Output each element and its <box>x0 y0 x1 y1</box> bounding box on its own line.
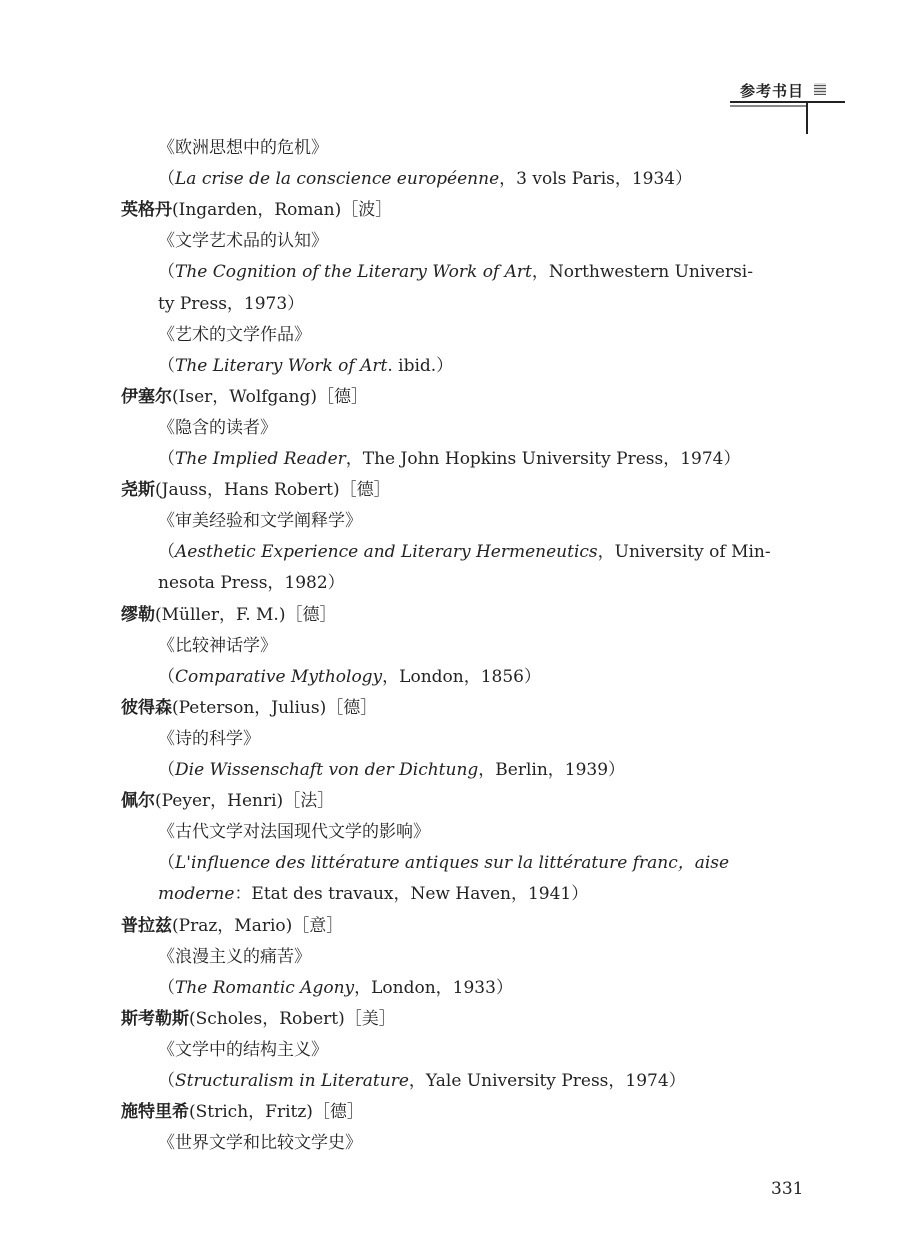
original-citation <box>158 355 453 377</box>
citation-continuation: nesota Press，1982） <box>158 573 345 594</box>
header-decoration-icon <box>814 83 826 95</box>
original-citation <box>158 1070 686 1092</box>
original-citation <box>158 168 692 190</box>
citation-open-paren: （ <box>158 542 175 563</box>
citation-title: The Romantic Agony <box>175 977 355 998</box>
author-name: 伊塞尔 <box>121 386 172 407</box>
author-details: (Iser，Wolfgang)［德］ <box>172 386 369 407</box>
citation-open-paren: （ <box>158 169 175 190</box>
citation-details: ，Berlin，1939） <box>478 760 626 780</box>
author-name: 施特里希 <box>121 1102 189 1123</box>
citation-title: Structuralism in Literature <box>175 1071 409 1091</box>
work-title-chinese: 《文学中的结构主义》 <box>158 1039 328 1060</box>
citation-open-paren: （ <box>158 666 175 687</box>
citation-open-paren: （ <box>158 449 175 469</box>
citation-details: ，3 vols Paris，1934） <box>499 169 693 190</box>
citation-open-paren: （ <box>158 262 175 283</box>
citation-details: . ibid.） <box>387 355 454 376</box>
citation-open-paren: （ <box>158 1071 175 1091</box>
author-entry <box>121 915 343 937</box>
author-details: (Scholes，Robert)［美］ <box>189 1008 396 1029</box>
citation-details: ：Etat des travaux，New Haven，1941） <box>234 884 589 905</box>
author-entry <box>121 1101 364 1123</box>
author-entry <box>121 1008 396 1030</box>
work-title-chinese: 《文学艺术品的认知》 <box>158 231 328 252</box>
work-title-chinese: 《诗的科学》 <box>158 728 260 749</box>
header-rule-vertical <box>806 101 808 134</box>
author-name: 普拉兹 <box>121 915 172 936</box>
header-rule-thin <box>730 105 806 107</box>
citation-open-paren: （ <box>158 977 175 998</box>
citation-title: Aesthetic Experience and Literary Hermeneutics <box>175 542 598 563</box>
citation-open-paren: （ <box>158 355 175 376</box>
author-details: (Strich，Fritz)［德］ <box>189 1102 364 1123</box>
author-details: (Müller，F. M.)［德］ <box>155 604 337 625</box>
author-entry <box>121 199 392 221</box>
original-citation <box>158 261 753 283</box>
citation-details: ，Northwestern Universi- <box>531 262 753 283</box>
author-name: 佩尔 <box>121 791 155 812</box>
citation-continuation: ty Press，1973） <box>158 293 305 314</box>
original-citation <box>158 977 513 999</box>
citation-title: L'influence des littérature antiques sur la littérature franc，aise <box>175 853 730 874</box>
work-title-chinese: 《审美经验和文学阐释学》 <box>158 511 362 532</box>
citation-title: moderne <box>158 884 235 905</box>
work-title-chinese: 《比较神话学》 <box>158 635 277 656</box>
author-name: 英格丹 <box>121 200 172 221</box>
page-number: 331 <box>771 1179 804 1199</box>
author-entry <box>121 479 391 501</box>
citation-title: The Cognition of the Literary Work of Art <box>175 262 532 283</box>
original-citation <box>158 541 771 563</box>
author-name: 彼得森 <box>121 697 172 718</box>
citation-title: Die Wissenschaft von der Dichtung <box>175 760 479 780</box>
author-entry <box>121 697 377 719</box>
citation-open-paren: （ <box>158 853 175 874</box>
work-title-chinese: 《欧洲思想中的危机》 <box>158 138 328 158</box>
original-citation <box>158 883 588 905</box>
author-name: 尧斯 <box>121 480 155 501</box>
citation-details: ，University of Min- <box>597 542 771 563</box>
author-entry <box>121 386 368 408</box>
citation-details: ，London，1856） <box>382 666 541 687</box>
running-header-title: 参考书目 <box>740 82 805 100</box>
author-details: (Peyer，Henri)［法］ <box>155 791 335 812</box>
original-citation <box>158 852 729 874</box>
citation-title: Comparative Mythology <box>175 666 383 687</box>
work-title-chinese: 《隐含的读者》 <box>158 417 277 438</box>
running-header <box>730 80 845 136</box>
citation-title: The Implied Reader <box>175 449 346 469</box>
work-title-chinese: 《艺术的文学作品》 <box>158 324 311 345</box>
author-details: (Ingarden，Roman)［波］ <box>172 200 393 221</box>
original-citation <box>158 666 541 688</box>
header-rule <box>730 101 845 103</box>
author-entry <box>121 790 334 812</box>
citation-title: The Literary Work of Art <box>175 355 388 376</box>
author-details: (Praz，Mario)［意］ <box>172 915 344 936</box>
work-title-chinese: 《世界文学和比较文学史》 <box>158 1133 362 1154</box>
author-entry <box>121 604 336 626</box>
citation-details: ，The John Hopkins University Press，1974） <box>345 449 741 469</box>
work-title-chinese: 《古代文学对法国现代文学的影响》 <box>158 822 430 843</box>
citation-details: ，London，1933） <box>354 977 513 998</box>
author-name: 斯考勒斯 <box>121 1008 189 1029</box>
citation-open-paren: （ <box>158 760 175 780</box>
author-details: (Peterson，Julius)［德］ <box>172 697 378 718</box>
author-name: 缪勒 <box>121 604 155 625</box>
author-details: (Jauss，Hans Robert)［德］ <box>155 480 391 501</box>
work-title-chinese: 《浪漫主义的痛苦》 <box>158 946 311 967</box>
original-citation <box>158 448 740 470</box>
citation-title: La crise de la conscience européenne <box>175 169 500 190</box>
original-citation <box>158 759 625 781</box>
citation-details: ，Yale University Press，1974） <box>408 1071 686 1091</box>
